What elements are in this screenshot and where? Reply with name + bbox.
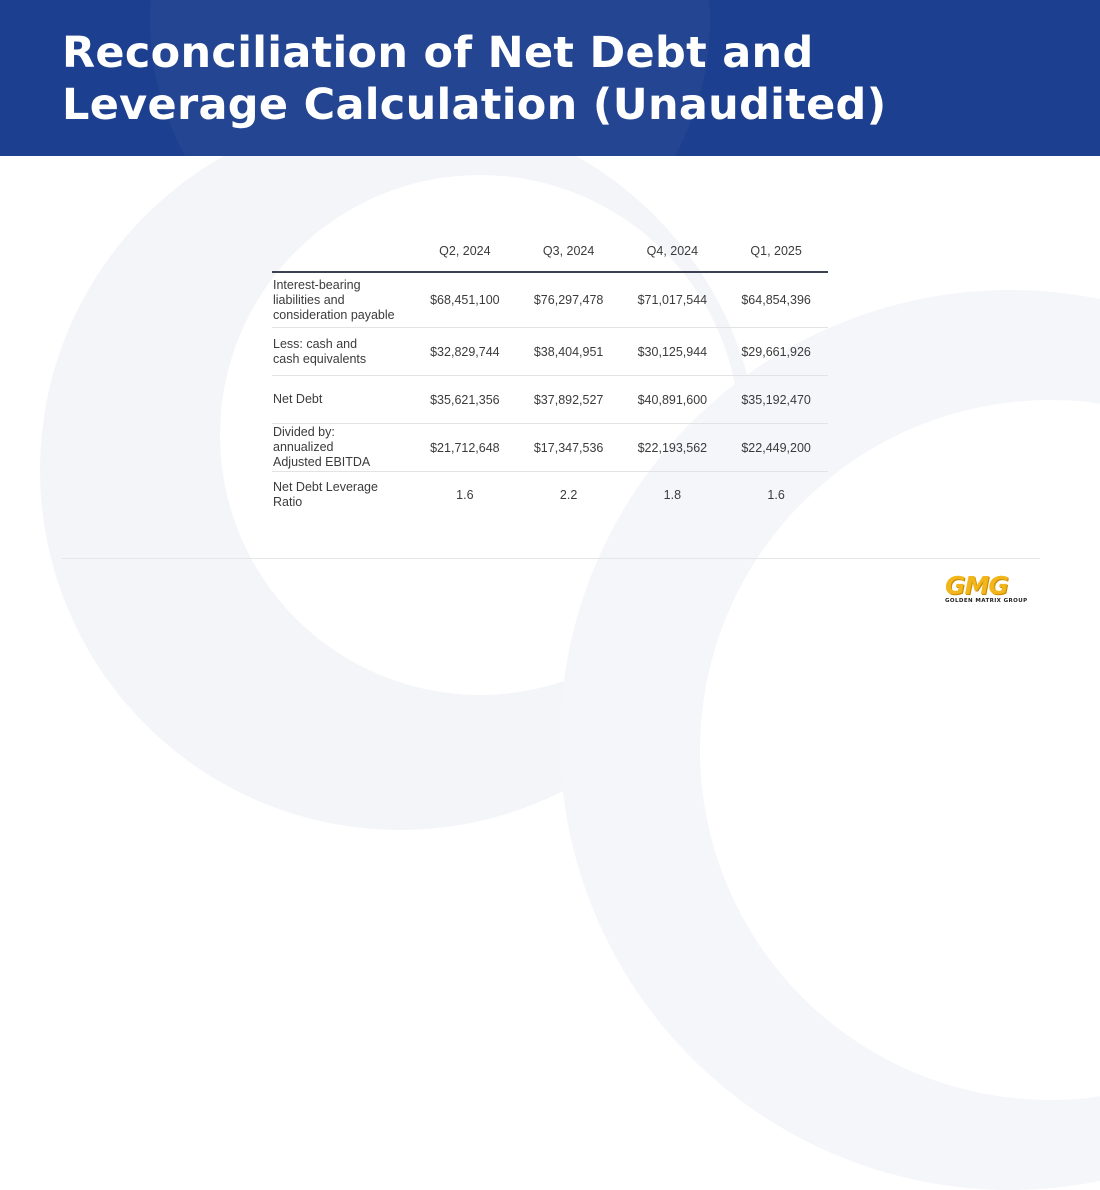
table-cell: $29,661,926 — [724, 328, 828, 376]
logo-subtitle: GOLDEN MATRIX GROUP — [945, 598, 1028, 604]
title-banner — [0, 0, 1100, 156]
row-label — [272, 328, 413, 376]
row-label-line: Less: cash and — [273, 336, 358, 351]
table-cell: 1.6 — [456, 488, 474, 502]
table-cell: $68,451,100 — [413, 272, 517, 328]
column-header: Q4, 2024 — [621, 230, 725, 272]
slide-title-line-1: Reconciliation of Net Debt and — [62, 28, 814, 78]
table-cell: $22,449,200 — [724, 424, 828, 472]
table-header-row — [272, 230, 828, 272]
company-logo — [945, 571, 1041, 606]
row-label-line: annualized — [273, 440, 334, 454]
table-cell: $37,892,527 — [517, 376, 621, 424]
table-cell: $35,192,470 — [724, 376, 828, 424]
table-cell: 1.8 — [663, 488, 682, 502]
column-header: Q2, 2024 — [413, 230, 517, 272]
row-label-line: cash equivalents — [273, 351, 367, 366]
table-row — [272, 472, 828, 519]
table-row — [272, 376, 828, 424]
column-header: Q3, 2024 — [517, 230, 621, 272]
table-cell: $38,404,951 — [517, 328, 621, 376]
row-label-line: Interest-bearing — [273, 277, 361, 292]
row-label-line: Adjusted EBITDA — [273, 455, 371, 469]
table-cell: $30,125,944 — [621, 328, 725, 376]
footer-divider — [62, 558, 1040, 559]
net-debt-reconciliation-table — [272, 230, 828, 518]
slide-title — [62, 27, 887, 131]
logo-mark: GMG — [945, 571, 1008, 600]
row-label — [272, 424, 413, 472]
row-label — [272, 272, 413, 328]
table-cell: $40,891,600 — [621, 376, 725, 424]
row-label-line: Net Debt — [273, 392, 323, 406]
row-label — [272, 376, 413, 424]
table-cell: 2.2 — [559, 488, 578, 502]
column-header: Q1, 2025 — [724, 230, 828, 272]
table-cell: $32,829,744 — [413, 328, 517, 376]
row-label — [272, 472, 413, 519]
row-label-line: consideration payable — [273, 307, 395, 322]
slide-title-line-2: Leverage Calculation (Unaudited) — [62, 80, 887, 130]
table-cell: $76,297,478 — [517, 272, 621, 328]
table-row — [272, 272, 828, 328]
table-cell: $71,017,544 — [621, 272, 725, 328]
row-label-line: liabilities and — [273, 292, 345, 307]
row-label-line: Net Debt Leverage — [273, 480, 378, 494]
table-row — [272, 328, 828, 376]
table-row — [272, 424, 828, 472]
row-label-line: Ratio — [273, 495, 303, 509]
table-cell: $21,712,648 — [413, 424, 517, 472]
header-label-cell — [272, 230, 413, 272]
table-cell: $35,621,356 — [413, 376, 517, 424]
table-cell: $22,193,562 — [621, 424, 725, 472]
table-cell: 1.6 — [767, 488, 785, 502]
table-cell: $64,854,396 — [724, 272, 828, 328]
row-label-line: Divided by: — [273, 425, 335, 439]
table-cell: $17,347,536 — [517, 424, 621, 472]
